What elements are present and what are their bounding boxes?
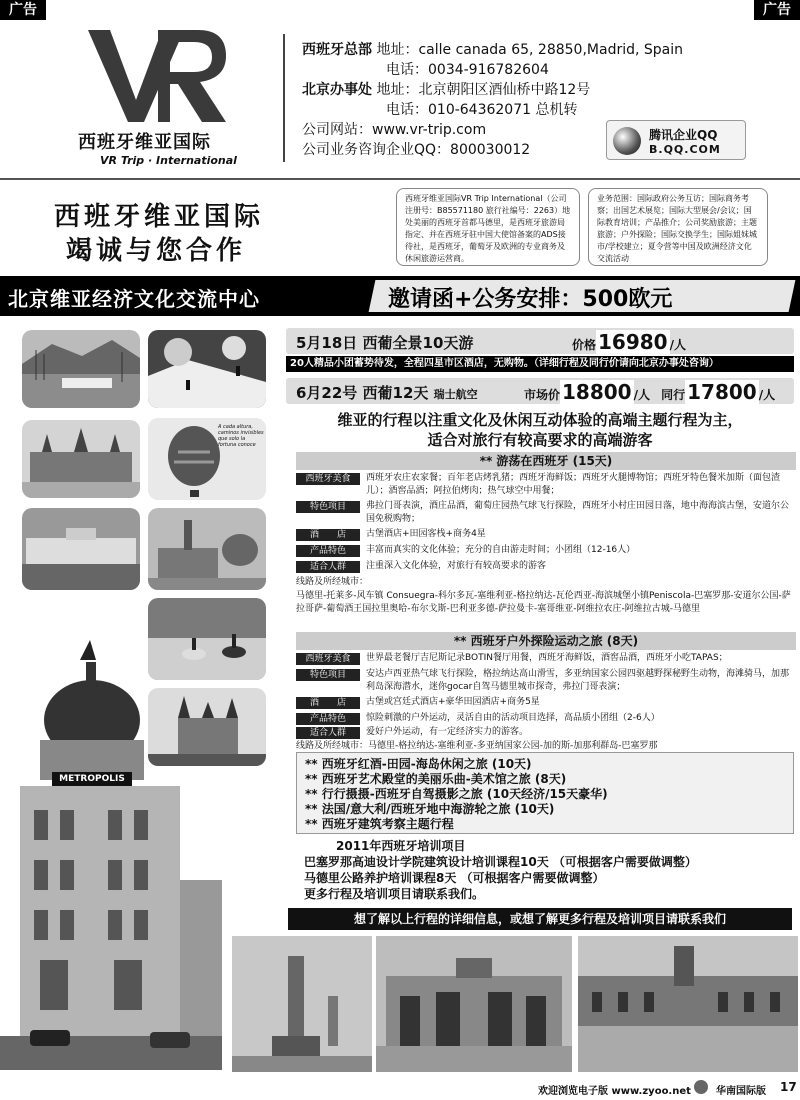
header-rule [0,178,800,180]
zyoo-logo-icon [694,1080,708,1094]
contact-bj-phone: 电话：010-64362071 总机转 [386,102,578,118]
qq-badge-url: B.QQ.COM [649,143,721,156]
logo-name-en: VR Trip · International [100,154,237,167]
s1-route: 马德里-托莱多-风车镇 Consuegra-科尔多瓦-塞维利亚-格拉纳达-瓦伦西亚-海滨城堡小镇Peniscola-巴塞罗那-安道尔公国-萨拉哥萨-葡萄酒王国拉里奥哈-布尔戈斯-巴利亚多德-萨拉曼卡-塞哥维亚-阿维拉农庄-阿维拉古城-马德里 [296,591,791,614]
banner-offer-text: 邀请函+公务安排：500欧元 [388,287,673,312]
route-item: ** 行行摄摄-西班牙自驾摄影之旅 (10天经济/15天豪华) [305,787,608,801]
more-routes-box [296,752,794,834]
page-number: 17 [780,1080,797,1094]
banner-center-name: 北京维亚经济文化交流中心 [8,287,260,311]
contact-bj-address: 北京办事处 地址：北京朝阳区酒仙桥中路12号 [302,82,591,98]
photo-cathedral [148,508,266,590]
s1-route-label: 线路及所经城市： [296,577,369,587]
photo-plaza-espana [578,936,798,1072]
photo-alcala-gate [376,936,572,1072]
s2-row-food: 西班牙美食 世界最老餐厅吉尼斯记录BOTIN餐厅用餐，西班牙海鲜饭，酒窖品酒，西班牙小吃TAPAS； [296,652,796,666]
tour2-market-price: 18800 [562,380,632,404]
qq-badge-title: 腾讯企业QQ [649,128,718,142]
photo-balloon [148,418,266,500]
route-item: ** 法国/意大利/西班牙地中海游轮之旅 (10天) [305,802,555,816]
training-line-2: 马德里公路养护培训课程8天 （可根据客户需要做调整） [304,871,605,885]
photo-royal-palace [22,508,140,590]
photo-ski [148,330,266,408]
tour1-note: 20人精品小团蓄势待发，全程四星市区酒店，无购物。（详细行程及同行价请向北京办事处咨询） [286,356,794,372]
s2-row-hotel: 酒 店 古堡或宫廷式酒店+豪华田园酒店+商务5星 [296,696,796,710]
photo-marina [22,330,140,408]
route-item: ** 西班牙建筑考察主题行程 [305,817,454,831]
route-item: ** 西班牙红酒-田园-海岛休闲之旅 (10天) [305,757,532,771]
s2-row-features: 特色项目 安达卢西亚热气球飞行探险，格拉纳达高山滑雪，多亚纳国家公园四驱越野探秘野生动物，海滩骑马，加那利岛深海潜水，迷你gocar自驾马德里城市探奇，弗拉门哥表演； [296,668,796,694]
contact-cta-banner: 想了解以上行程的详细信息，或想了解更多行程及培训项目请联系我们 [288,908,792,930]
tour1-title: 5月18日 西葡全景10天游 [296,334,474,352]
qq-globe-icon [613,127,641,155]
training-line-3: 更多行程及培训项目请联系我们。 [304,887,485,901]
company-intro-box: 西班牙维亚国际VR Trip International（公司注册号：B85571180 旅行社编号：2263）地处美丽的西班牙首都马德里，是西班牙旅游局指定、并在西班牙驻中国大使馆备案的ADS接待社，是西班牙，葡萄牙及欧洲的专业商务及休闲旅游运营商。 [396,188,580,266]
main-banner [0,276,800,316]
header-divider [283,34,285,162]
route-item: ** 西班牙艺术殿堂的美丽乐曲-美术馆之旅 (8天) [305,772,567,786]
ad-label-left: 广告 [0,0,46,20]
footer-browse: 欢迎浏览电子版 www.zyoo.net [538,1086,691,1097]
s2-row-audience: 适合人群 爱好户外运动，有一定经济实力的游客。 [296,726,796,740]
photo-monastery [22,420,140,498]
s1-row-audience: 适合人群 注重深入文化体验，对旅行有较高要求的游客 [296,560,796,574]
slogan-line-1: 西班牙维亚国际 [54,202,265,232]
company-logo [70,30,260,170]
training-line-1: 巴塞罗那高迪设计学院建筑设计培训课程10天 （可根据客户需要做调整） [304,855,697,869]
qq-badge[interactable] [606,120,746,160]
tour1-price-unit: /人 [669,338,686,352]
s1-row-hotel: 酒 店 古堡酒店+田园客栈+商务4星 [296,528,796,542]
section1-title: ** 游荡在西班牙 (15天) [296,452,796,470]
s1-row-food: 西班牙美食 西班牙农庄农家餐；百年老店烤乳猪；西班牙海鲜饭；西班牙火腿博物馆；西班牙特色餐米加斯（面包渣儿）；酒窖品酒；阿拉伯烤肉；热气球空中用餐； [296,472,796,498]
footer-edition: 华南国际版 [716,1086,766,1097]
section2-title: ** 西班牙户外探险运动之旅 (8天) [296,632,796,650]
tour2-peer-price: 17800 [687,380,757,404]
training-title: 2011年西班牙培训项目 [336,839,466,853]
tour1-price [572,330,686,354]
photo-monument [232,936,372,1072]
s1-row-features: 特色项目 弗拉门哥表演，酒庄品酒，葡萄庄园热气球飞行探险，西班牙小村庄田园日落，地中海海滨古堡，安道尔公国免税购物； [296,500,796,526]
ad-label-right: 广告 [754,0,800,20]
tour2-title: 6月22号 西葡12天 瑞士航空 [296,384,478,402]
metropolis-sign: METROPOLIS [59,774,125,784]
logo-name-cn: 西班牙维亚国际 [78,132,211,153]
balloon-caption: A cada altura, caminos invisibles que solo la fortuna conoce [218,424,264,448]
contact-website[interactable]: 公司网站：www.vr-trip.com [302,122,487,138]
contact-hq-address: 西班牙总部 地址：calle canada 65, 28850,Madrid, Spain [302,42,684,58]
tour1-price-value: 16980 [598,330,668,354]
photo-metropolis-building [0,640,222,1070]
headline-line-2: 适合对旅行有较高要求的高端游客 [427,431,653,449]
contact-qq: 公司业务咨询企业QQ：800030012 [302,142,531,158]
s1-row-product: 产品特色 丰富而真实的文化体验；充分的自由游走时间；小团组（12-16人） [296,544,796,558]
vr-logo-icon [88,30,228,126]
s2-row-product: 产品特色 惊险刺激的户外运动，灵活自由的活动项目选择，高品质小团组（2-6人） [296,712,796,726]
slogan-line-2: 竭诚与您合作 [66,236,247,266]
headline-line-1: 维亚的行程以注重文化及休闲互动体验的高端主题行程为主， [337,411,743,429]
contact-hq-phone: 电话：0034-916782604 [386,62,549,78]
tour1-price-label: 价格 [572,338,597,352]
s2-route: 线路及所经城市：马德里-格拉纳达-塞维利亚-多亚纳国家公园-加的斯-加那利群岛-巴塞罗那 [296,741,658,751]
business-scope-box: 业务范围：国际政府公务互访；国际商务考察；出国艺术展览；国际大型展会/会议；国际教育培训；产品推介；公司奖励旅游；主题旅游；户外探险；国际交换学生；国际姐妹城市/学校建立；夏令营等中国及欧洲经济文化交流活动 [588,188,768,266]
tour2-prices: 市场价 18800 /人 同行 17800 /人 [524,380,776,404]
